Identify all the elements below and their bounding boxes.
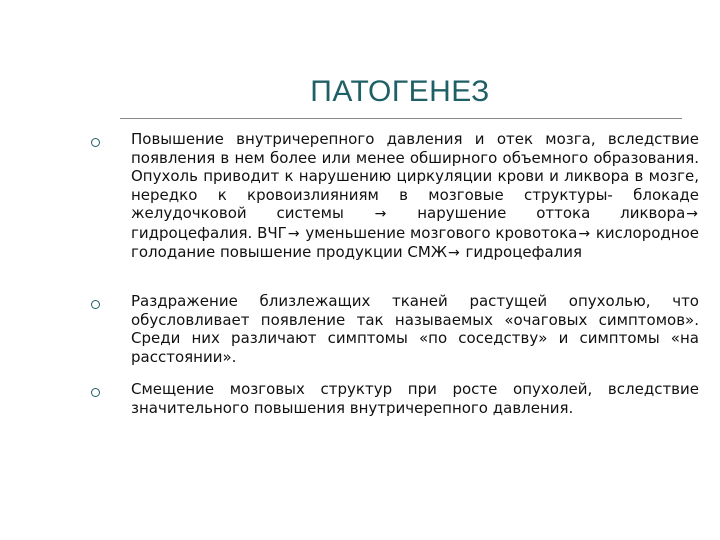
slide-title: ПАТОГЕНЕЗ xyxy=(310,75,490,108)
bullet-circle-icon xyxy=(91,138,100,147)
bullet-text-part: Повышение внутричерепного давления и отек мозга, вследствие появления в нем более или менее обширного объемного образования. Опухоль приводит к нарушению циркуляции крови и ликвора в мозге, нередко к кровоизлияниям в мозговые структуры- блокаде желудочковой системы xyxy=(131,130,699,222)
arrow-right-icon: → xyxy=(374,206,387,222)
bullet-text xyxy=(131,130,699,263)
bullet-text-part: гидроцефалия. ВЧГ xyxy=(131,223,287,242)
bullet-text-part: уменьшение мозгового кровотока xyxy=(305,223,578,242)
arrow-right-icon: → xyxy=(578,225,591,242)
bullet-text: Смещение мозговых структур при росте опухолей, вследствие значительного повышения внутричерепного давления. xyxy=(131,380,699,417)
bullet-text-part: кислородное голодание xyxy=(131,223,699,261)
bullet-text-part: нарушение оттока ликвора xyxy=(417,204,686,222)
bullet-item-displacement xyxy=(0,380,720,440)
title-divider xyxy=(120,118,682,119)
arrow-right-icon: → xyxy=(686,206,698,222)
bullet-circle-icon xyxy=(91,388,100,397)
arrow-right-icon: → xyxy=(448,245,460,261)
bullet-text: Раздражение близлежащих тканей растущей опухолью, что обусловливает появление так называемых «очаговых симптомов». Среди них различают симптомы «по соседству» и симптомы «на расстоянии». xyxy=(131,292,699,366)
bullet-item-pressure xyxy=(0,130,720,292)
bullet-circle-icon xyxy=(91,300,100,309)
bullet-list xyxy=(0,130,720,440)
bullet-text-part: гидроцефалия xyxy=(465,243,583,261)
arrow-right-icon: → xyxy=(287,225,300,242)
bullet-item-irritation xyxy=(0,292,720,380)
bullet-text-part: повышение продукции СМЖ xyxy=(219,243,447,261)
